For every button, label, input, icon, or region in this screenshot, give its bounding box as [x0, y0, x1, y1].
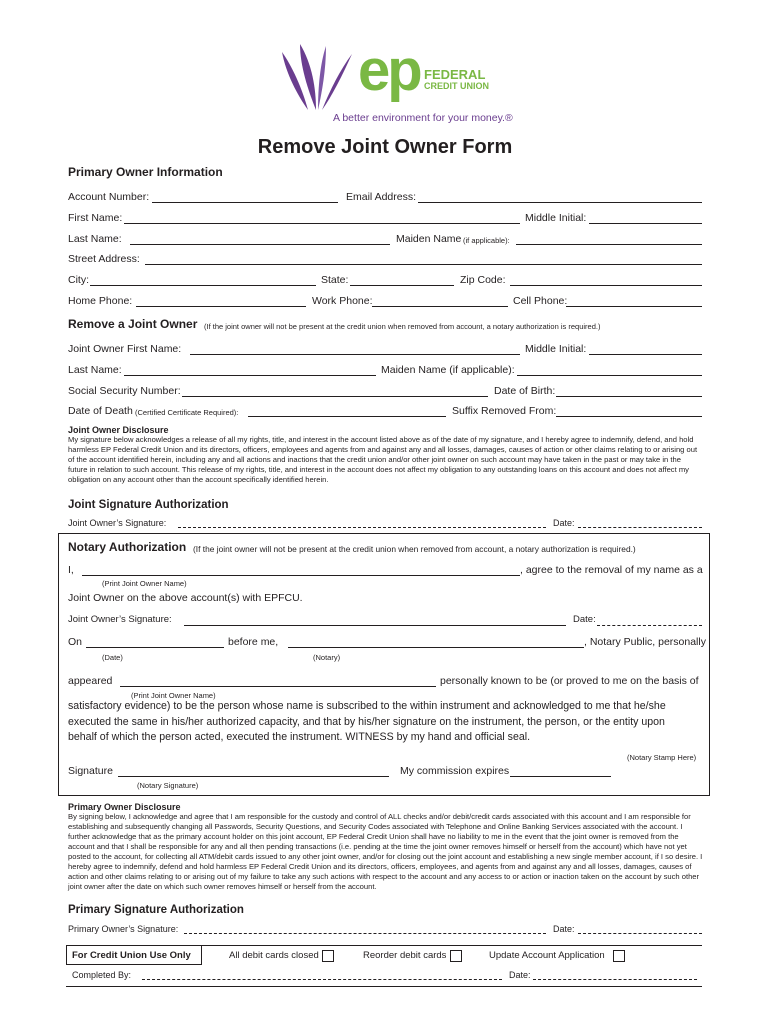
update-label: Update Account Application [489, 950, 605, 961]
brand-line1: FEDERAL [424, 67, 486, 82]
joint-sig-label: Joint Owner’s Signature: [68, 518, 167, 528]
primary-heading: Primary Owner Information [68, 165, 223, 179]
commission-expires-field[interactable] [510, 776, 611, 777]
joint-disclosure-text: My signature below acknowledges a release of all my rights, title, and interest in the account listed above as of the date of my signature, and I hereby agree to indemnify, defend, and hold harmless EP Federal Credit Union and its directors, officers, employees and agents from and against any and all losses, damages, causes of action or other claims relating to or arising out of the account identified herein, including any and all actions and inactions that the credit union and/or other joint owner on such account may have taken in the past or may take in the future in relation to such account. This release of my rights, title, and interest in the account does not affect my obligation to any outstanding loans on this account and does not affect my obligation on any account other than the account specifically identified herein. [68, 435, 698, 484]
notary-date-caption: (Date) [102, 653, 123, 662]
notary-print-name2-caption: (Print Joint Owner Name) [131, 691, 216, 700]
notary-heading: Notary Authorization [68, 540, 187, 554]
notary-date-field[interactable] [597, 625, 702, 626]
notary-appeared-field[interactable] [120, 686, 436, 687]
primary-sig-date-label: Date: [553, 924, 575, 934]
notary-notary-caption: (Notary) [313, 653, 341, 662]
account-number-label: Account Number: [68, 191, 150, 203]
notary-on-label: On [68, 636, 83, 648]
city-field[interactable] [90, 285, 316, 286]
brand-line2: CREDIT UNION [424, 81, 489, 91]
suffix-label: Suffix Removed From: [452, 405, 557, 417]
notary-name-field[interactable] [288, 647, 584, 648]
notary-signature-caption: (Notary Signature) [137, 781, 199, 790]
ssn-field[interactable] [182, 396, 488, 397]
joint-maiden-name-label: Maiden Name (if applicable): [381, 364, 515, 376]
leaf-mark-icon [278, 44, 358, 116]
state-label: State: [321, 274, 349, 286]
first-name-field[interactable] [124, 223, 520, 224]
debit-closed-label: All debit cards closed [229, 950, 319, 961]
notary-sig-field[interactable] [184, 625, 566, 626]
notary-print-name-field[interactable] [82, 575, 520, 576]
primary-sig-field[interactable] [184, 933, 546, 934]
ssn-label: Social Security Number: [68, 385, 181, 397]
dod-label: Date of Death [68, 405, 133, 417]
street-label: Street Address: [68, 253, 140, 265]
zip-field[interactable] [510, 285, 702, 286]
email-label: Email Address: [346, 191, 417, 203]
joint-first-name-field[interactable] [190, 354, 520, 355]
account-number-field[interactable] [152, 202, 338, 203]
suffix-field[interactable] [556, 416, 702, 417]
dob-field[interactable] [556, 396, 702, 397]
reorder-checkbox[interactable] [450, 950, 462, 962]
work-phone-label: Work Phone: [312, 295, 373, 307]
primary-sig-label: Primary Owner’s Signature: [68, 924, 179, 934]
tagline: A better environment for your money.® [333, 112, 513, 124]
notary-joint-owner-on: Joint Owner on the above account(s) with EPFCU. [68, 592, 303, 604]
email-field[interactable] [418, 202, 702, 203]
debit-closed-checkbox[interactable] [322, 950, 334, 962]
joint-middle-initial-label: Middle Initial: [525, 343, 587, 355]
notary-paragraph: satisfactory evidence) to be the person whose name is subscribed to the within instrument and acknowledged to me that he/she executed the same in his/her authorized capacity, and that by his/her signature on the instrument, the person, or the entity upon behalf of which the person acted, executed the instrument. WITNESS by my hand and official seal. [68, 700, 666, 743]
joint-last-name-label: Last Name: [68, 364, 122, 376]
cell-phone-field[interactable] [566, 306, 702, 307]
maiden-name-field[interactable] [516, 244, 702, 245]
joint-last-name-field[interactable] [124, 375, 376, 376]
notary-date-label: Date: [573, 614, 596, 625]
notary-signature-field[interactable] [118, 776, 389, 777]
joint-sig-date-label: Date: [553, 518, 575, 528]
reorder-label: Reorder debit cards [363, 950, 447, 961]
dod-field[interactable] [248, 416, 446, 417]
joint-first-name-label: Joint Owner First Name: [68, 343, 182, 355]
remove-note: (If the joint owner will not be present at the credit union when removed from account, a notary authorization is required.) [204, 322, 601, 331]
middle-initial-field[interactable] [589, 223, 702, 224]
cu-use-label: For Credit Union Use Only [72, 950, 191, 961]
notary-note: (If the joint owner will not be present at the credit union when removed from account, a notary authorization is required.) [193, 544, 636, 554]
notary-print-name-caption: (Print Joint Owner Name) [102, 579, 187, 588]
joint-disclosure-heading: Joint Owner Disclosure [68, 425, 169, 435]
dod-note: (Certified Certificate Required): [135, 408, 239, 417]
notary-known-text: personally known to be (or proved to me on the basis of [440, 675, 699, 687]
work-phone-field[interactable] [372, 306, 508, 307]
remove-heading: Remove a Joint Owner [68, 317, 198, 331]
maiden-name-label: Maiden Name [396, 233, 462, 245]
wordmark-ep: ep [358, 38, 420, 103]
primary-sig-date-field[interactable] [578, 933, 702, 934]
notary-appeared-label: appeared [68, 675, 113, 687]
first-name-label: First Name: [68, 212, 123, 224]
commission-expires-label: My commission expires [400, 765, 510, 777]
state-field[interactable] [350, 285, 454, 286]
completed-by-field[interactable] [142, 979, 502, 980]
joint-sig-heading: Joint Signature Authorization [68, 499, 229, 511]
joint-middle-initial-field[interactable] [589, 354, 702, 355]
primary-disclosure-heading: Primary Owner Disclosure [68, 802, 181, 812]
cu-date-label: Date: [509, 970, 531, 980]
cell-phone-label: Cell Phone: [513, 295, 568, 307]
dob-label: Date of Birth: [494, 385, 556, 397]
maiden-note: (if applicable): [463, 236, 510, 245]
joint-sig-field[interactable] [178, 527, 546, 528]
logo [270, 38, 513, 128]
middle-initial-label: Middle Initial: [525, 212, 587, 224]
joint-maiden-name-field[interactable] [517, 375, 702, 376]
zip-label: Zip Code: [460, 274, 506, 286]
cu-date-field[interactable] [533, 979, 697, 980]
update-checkbox[interactable] [613, 950, 625, 962]
home-phone-field[interactable] [136, 306, 306, 307]
notary-before-me: before me, [228, 636, 279, 648]
city-label: City: [68, 274, 89, 286]
notary-on-date-field[interactable] [86, 647, 224, 648]
last-name-field[interactable] [130, 244, 390, 245]
home-phone-label: Home Phone: [68, 295, 133, 307]
notary-sig-label: Joint Owner’s Signature: [68, 614, 172, 625]
completed-by-label: Completed By: [72, 970, 132, 980]
notary-signature-label: Signature [68, 765, 113, 777]
last-name-label: Last Name: [68, 233, 122, 245]
notary-i-label: I, [68, 564, 74, 576]
notary-public-text: , Notary Public, personally [584, 636, 706, 648]
primary-disclosure-text: By signing below, I acknowledge and agree that I am responsible for the custody and control of ALL checks and/or debit/credit cards associated with this account and I am responsible for establishing and subsequently changing all Passwords, Security Questions, and Security Codes associated with Telephone and Online Banking Services associated with the account. I further acknowledge that as the primary account holder on this joint account, EP Federal Credit Union shall have no liability to me in the event that the joint owner is removed from the account and that I shall be responsible for any and all then pending transactions (i.e. pending at the time the joint owner removes himself or herself from the account) which have not yet posted to the account, for collecting all ATM/debit cards issued to any other joint owner, and/or for closing out the joint account and establishing a new single member account, if I so desire. I hereby agree to indemnify, defend and hold harmless EP Federal Credit Union and its directors, officers, employees, and agents from and against any and all losses, damages, causes of action and other claims relating to or arising out of my failure to take any such actions with respect to the account and any access to or action or inaction taken on the account by such other joint owner after the date on which such owner removes himself or herself from the account. [68, 812, 703, 891]
street-field[interactable] [145, 264, 702, 265]
page-title: Remove Joint Owner Form [257, 136, 513, 158]
notary-agree-text: , agree to the removal of my name as a [520, 564, 703, 576]
primary-sig-heading: Primary Signature Authorization [68, 904, 244, 916]
notary-stamp-caption: (Notary Stamp Here) [627, 753, 697, 762]
joint-sig-date-field[interactable] [578, 527, 702, 528]
